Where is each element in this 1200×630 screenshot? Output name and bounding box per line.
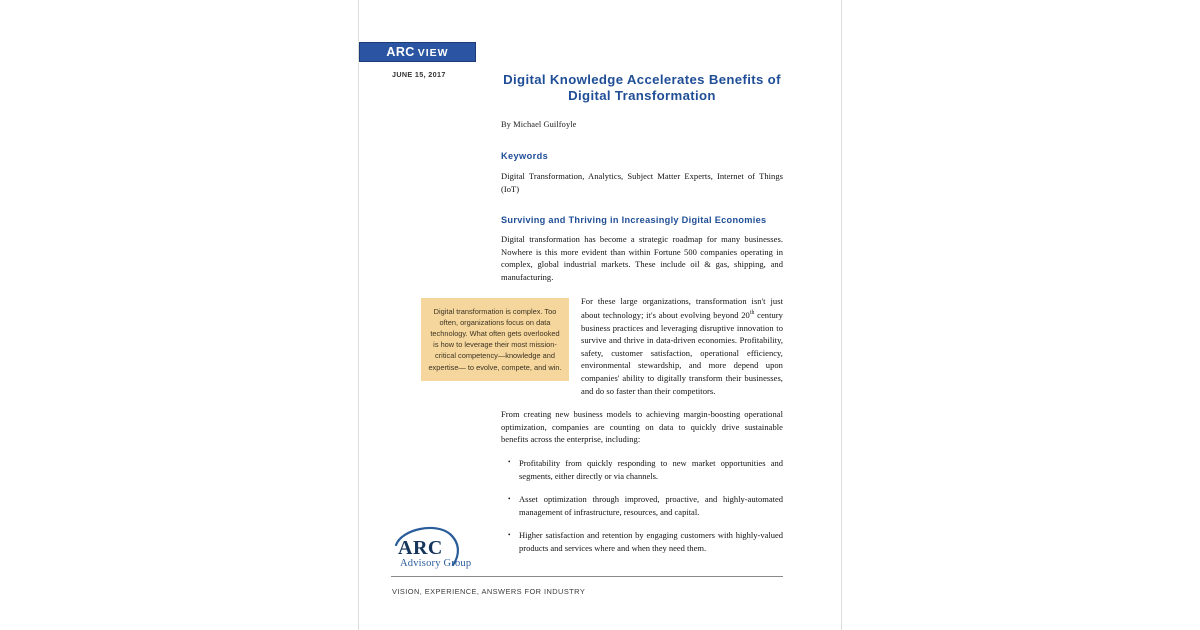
keywords-heading: Keywords	[501, 151, 549, 161]
section-heading: Surviving and Thriving in Increasingly Digital Economies	[501, 215, 767, 226]
arc-advisory-group-logo	[392, 525, 512, 573]
page-title: Digital Knowledge Accelerates Benefits of Digital Transformation	[503, 72, 781, 103]
banner-kind: VIEW	[417, 47, 449, 59]
footer-divider	[391, 576, 783, 577]
footer-tagline: VISION, EXPERIENCE, ANSWERS FOR INDUSTRY	[392, 587, 586, 596]
list-item: • Higher satisfaction and retention by engaging customers with highly-valued products and services where and when they need them.	[519, 529, 783, 554]
keywords-text: Digital Transformation, Analytics, Subject Matter Experts, Internet of Things (IoT)	[501, 171, 783, 194]
paragraph-3: From creating new business models to achieving margin-boosting operational optimization, companies are counting on data to quickly drive sustainable benefits across the enterprise, including:	[501, 409, 783, 445]
arc-view-banner	[359, 42, 476, 62]
byline: By Michael Guilfoyle	[501, 120, 577, 129]
list-item: • Asset optimization through improved, proactive, and highly-automated management of infrastructure, resources, and capital.	[519, 493, 783, 518]
paragraph-2-superscript: th	[749, 310, 755, 317]
logo-main-text: ARC	[398, 537, 443, 559]
banner-brand: ARC	[386, 45, 415, 59]
banner-label	[386, 45, 448, 59]
list-item: • Profitability from quickly responding to new market opportunities and segments, either directly or via channels.	[519, 457, 783, 482]
document-page	[358, 0, 842, 630]
paragraph-2-part2: century business practices and leveraging disruptive innovation to survive and thrive in data-driven economies. Profitability, safety, customer satisfaction, operational efficiency, environmental stewardship, and more depend upon companies' ability to digitally transform their businesses, and do so faster than their competitors.	[581, 309, 783, 396]
publication-date: JUNE 15, 2017	[392, 70, 446, 79]
paragraph-1: Digital transformation has become a strategic roadmap for many businesses. Nowhere is this more evident than within Fortune 500 companies operating in complex, global industrial markets. These include oil & gas, shipping, and manufacturing.	[501, 234, 783, 282]
document-body	[428, 120, 783, 565]
benefits-list	[501, 457, 783, 555]
paragraph-2-part1: For these large organizations, transformation isn't just about technology; it's about evolving beyond 20	[581, 295, 783, 320]
logo-sub-text: Advisory Group	[400, 558, 472, 569]
pull-quote-callout: Digital transformation is complex. Too often, organizations focus on data technology. What often gets overlooked is how to leverage their most mission-critical competency—knowledge and expertise— to evolve, compete, and win.	[421, 298, 569, 381]
